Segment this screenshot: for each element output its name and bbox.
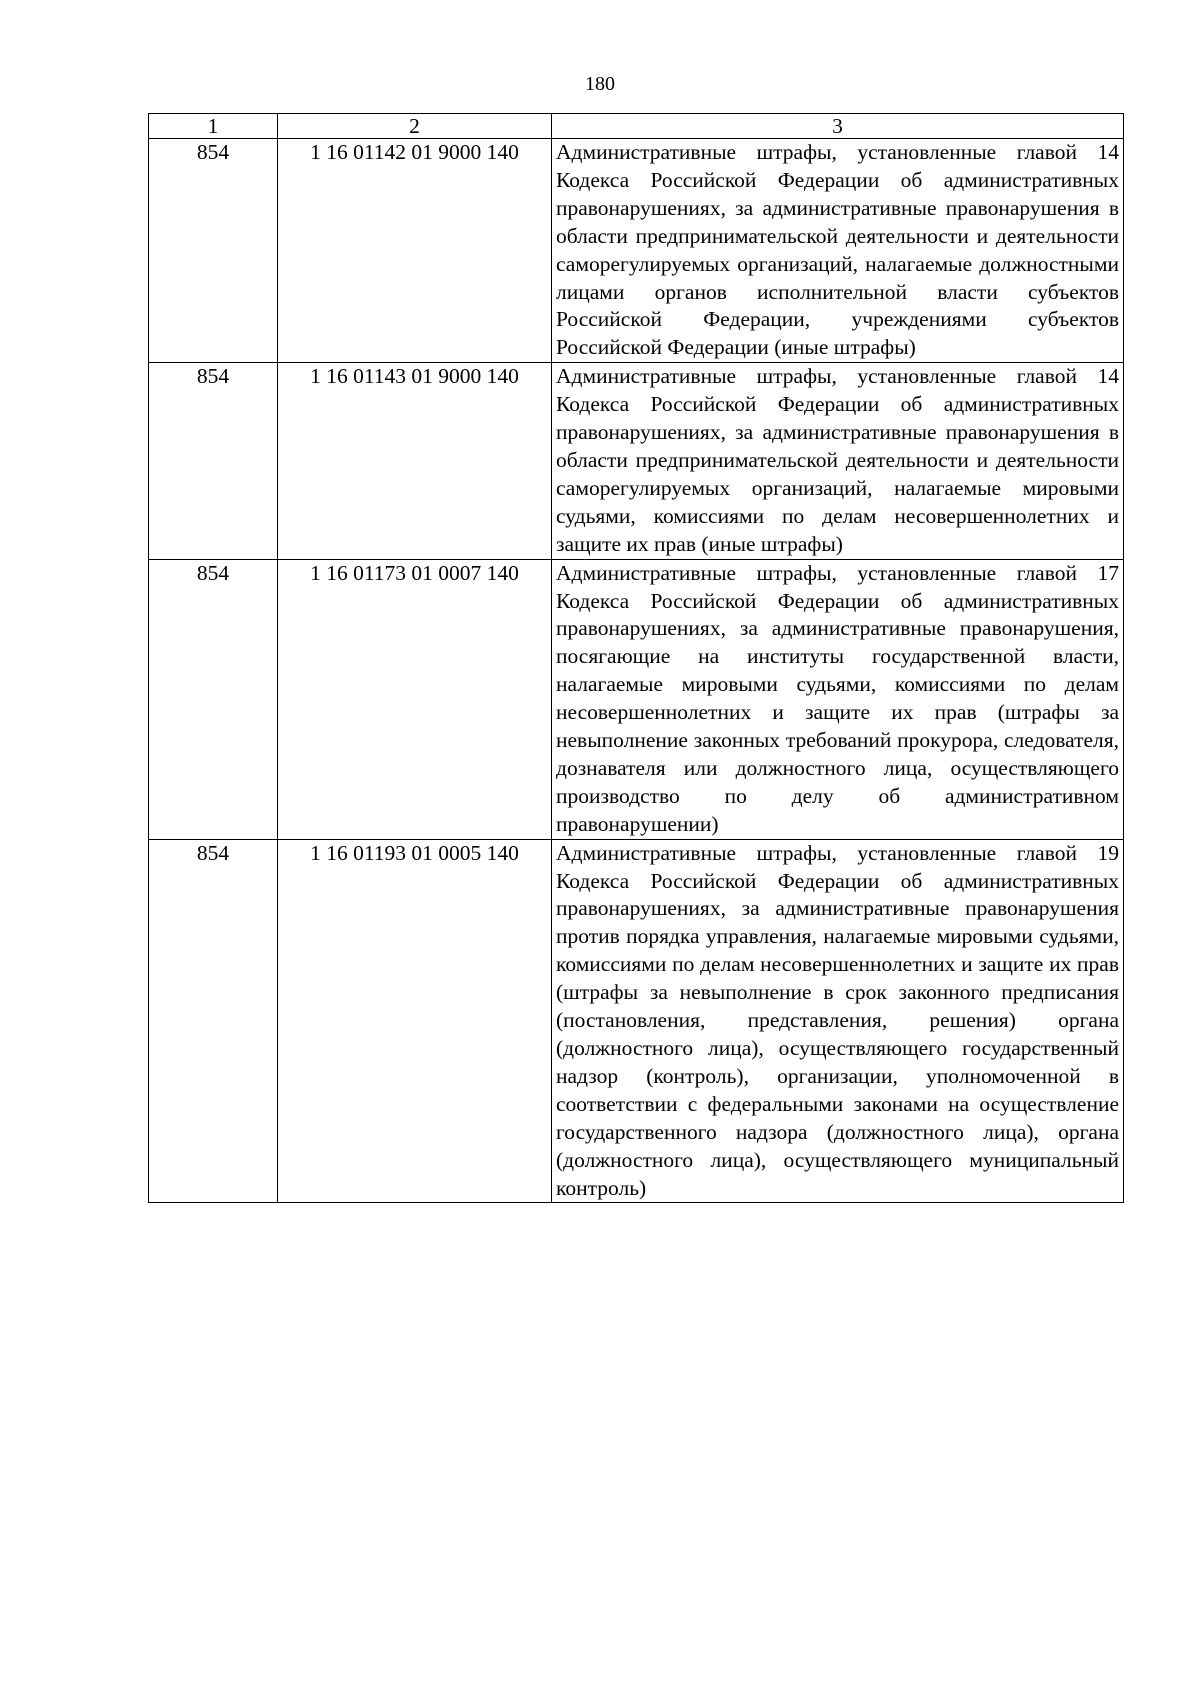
administrator-code-cell: 854 [149, 139, 278, 363]
budget-classification-code-cell: 1 16 01142 01 9000 140 [278, 139, 552, 363]
table-row [149, 839, 1124, 1203]
administrator-code-cell: 854 [149, 559, 278, 839]
table-row [149, 363, 1124, 559]
income-description-cell: Административные штрафы, установленные главой 19 Кодекса Российской Федерации об административных правонарушениях, за административные правонарушения против порядка управления, налагаемые мировыми судьями, комиссиями по делам несовершеннолетних и защите их прав (штрафы за невыполнение в срок законного предписания (постановления, представления, решения) органа (должностного лица), осуществляющего государственный надзор (контроль), организации, уполномоченной в соответствии с федеральными законами на осуществление государственного надзора (должностного лица), органа (должностного лица), осуществляющего муниципальный контроль) [552, 839, 1124, 1203]
income-description-cell: Административные штрафы, установленные главой 14 Кодекса Российской Федерации об административных правонарушениях, за административные правонарушения в области предпринимательской деятельности и деятельности саморегулируемых организаций, налагаемые мировыми судьями, комиссиями по делам несовершеннолетних и защите их прав (иные штрафы) [552, 363, 1124, 559]
budget-classification-code-cell: 1 16 01173 01 0007 140 [278, 559, 552, 839]
income-description-cell: Административные штрафы, установленные главой 14 Кодекса Российской Федерации об административных правонарушениях, за административные правонарушения в области предпринимательской деятельности и деятельности саморегулируемых организаций, налагаемые должностными лицами органов исполнительной власти субъектов Российской Федерации, учреждениями субъектов Российской Федерации (иные штрафы) [552, 139, 1124, 363]
administrator-code-cell: 854 [149, 839, 278, 1203]
table-row [149, 139, 1124, 363]
income-description-cell: Административные штрафы, установленные главой 17 Кодекса Российской Федерации об административных правонарушениях, за административные правонарушения, посягающие на институты государственной власти, налагаемые мировыми судьями, комиссиями по делам несовершеннолетних и защите их прав (штрафы за невыполнение законных требований прокурора, следователя, дознавателя или должностного лица, осуществляющего производство по делу об административном правонарушении) [552, 559, 1124, 839]
administrator-code-cell: 854 [149, 363, 278, 559]
budget-classification-code-cell: 1 16 01193 01 0005 140 [278, 839, 552, 1203]
page-number: 180 [585, 73, 615, 95]
column-header-1: 1 [149, 114, 278, 139]
budget-classification-code-cell: 1 16 01143 01 9000 140 [278, 363, 552, 559]
budget-codes-table [148, 113, 1124, 1203]
table-header-row [149, 114, 1124, 139]
column-header-3: 3 [552, 114, 1124, 139]
table-row [149, 559, 1124, 839]
column-header-2: 2 [278, 114, 552, 139]
